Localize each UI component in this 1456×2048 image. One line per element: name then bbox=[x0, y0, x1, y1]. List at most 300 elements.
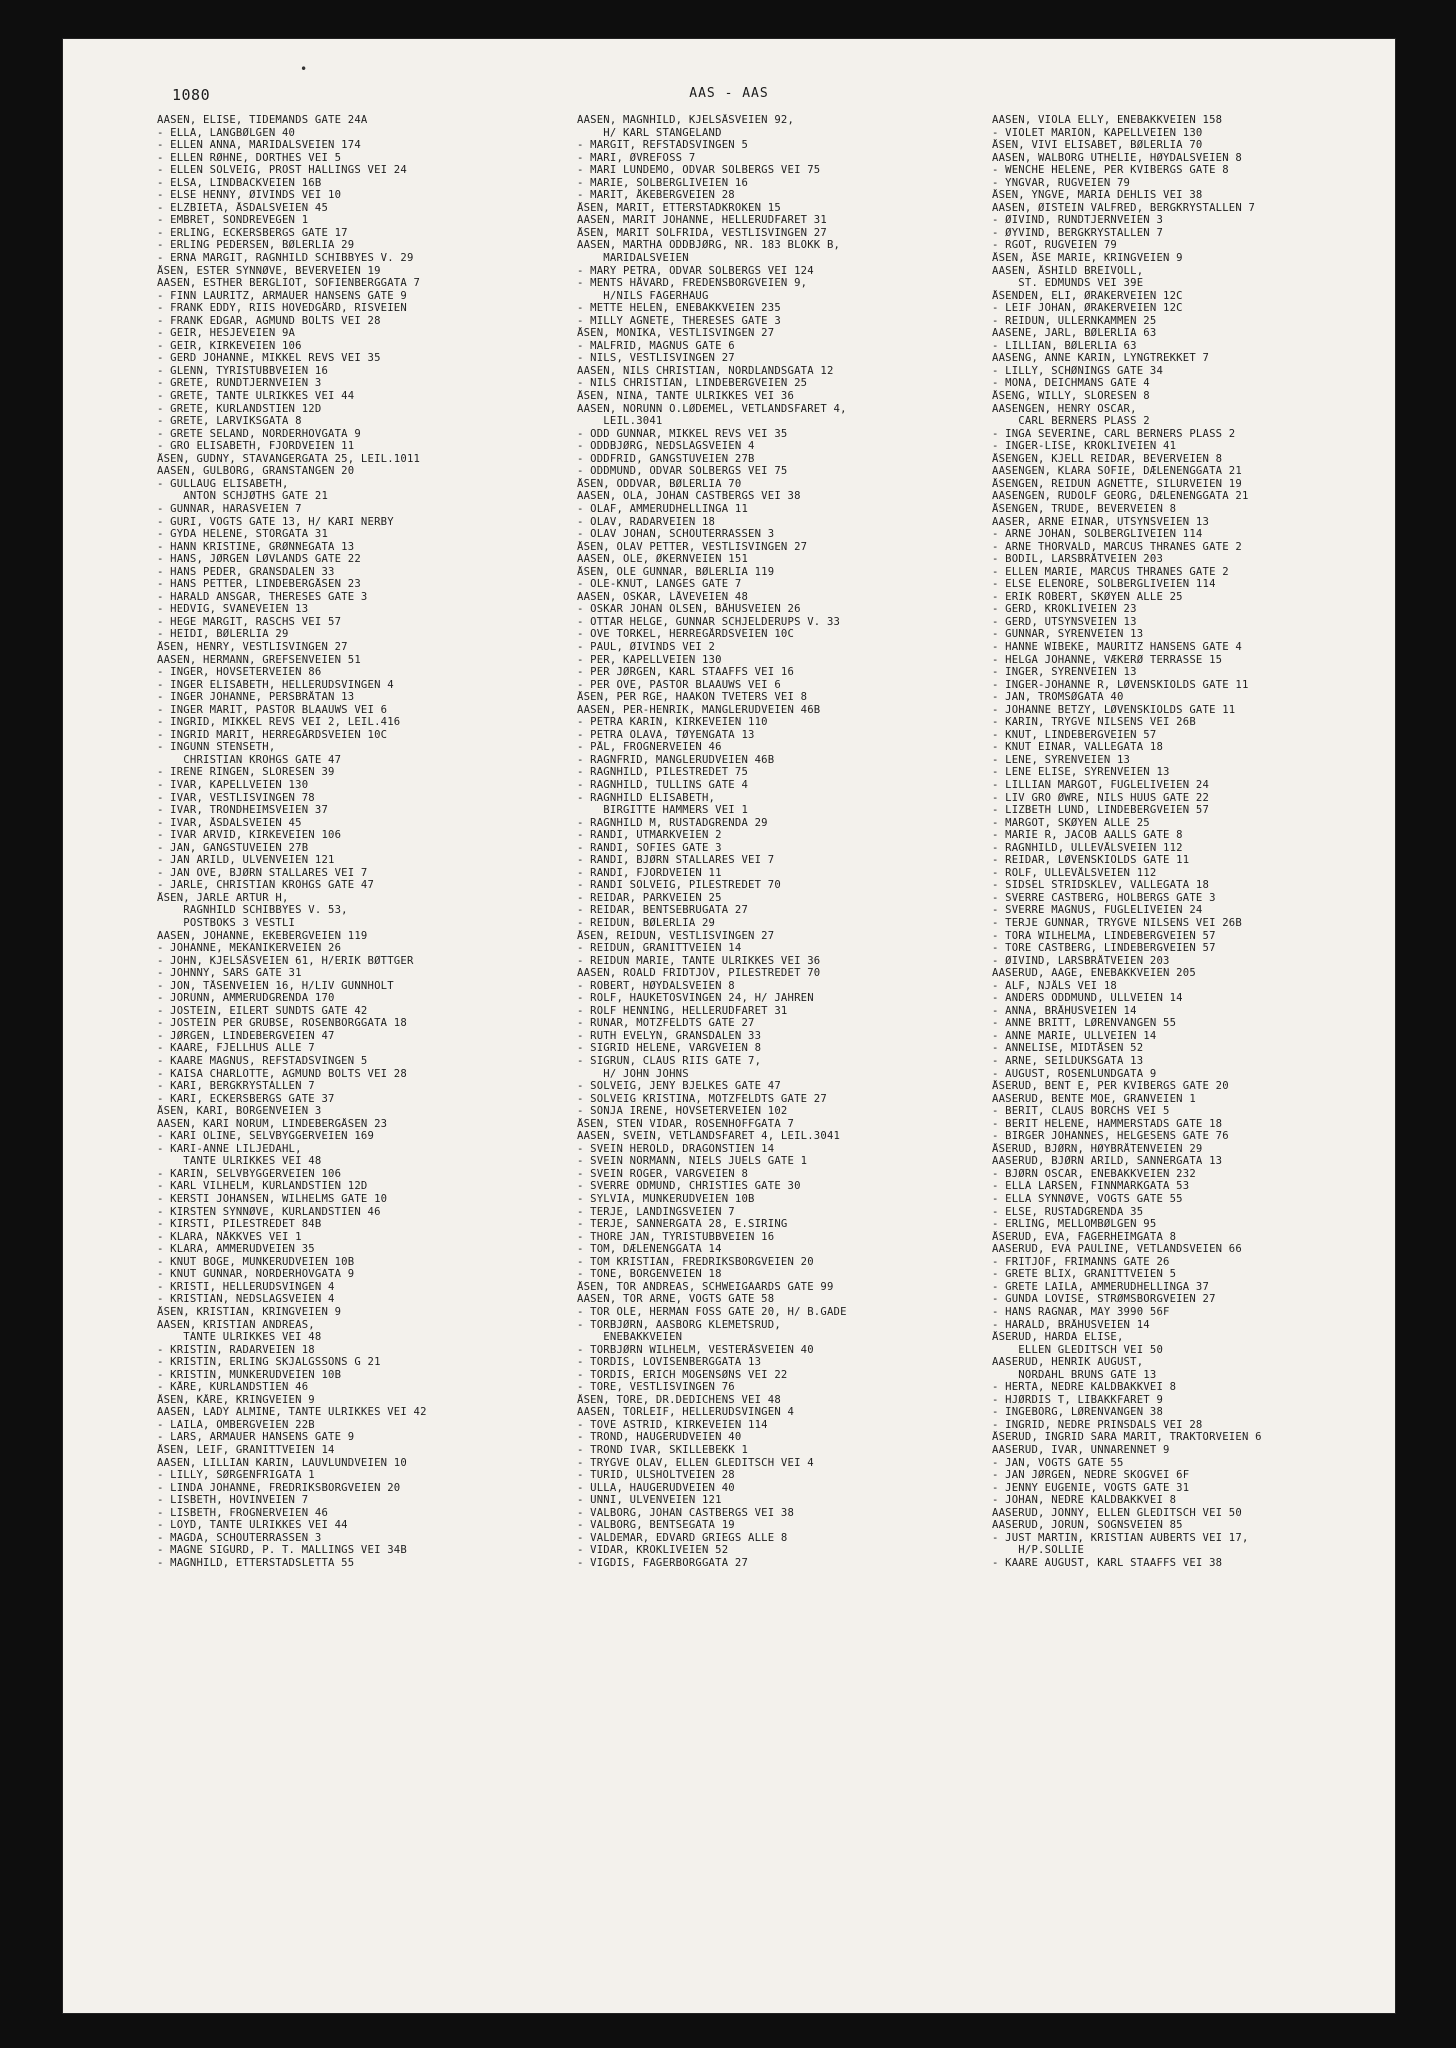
directory-entry: - INGER-JOHANNE R, LØVENSKIOLDS GATE 11 bbox=[992, 678, 1249, 691]
directory-entry: - LENE, SYRENVEIEN 13 bbox=[992, 753, 1131, 766]
directory-entry: ÅSENGEN, TRUDE, BEVERVEIEN 8 bbox=[992, 502, 1177, 515]
directory-entry: AASEN, WALBORG UTHELIE, HØYDALSVEIEN 8 bbox=[992, 151, 1242, 164]
directory-entry: - RAGNHILD, PILESTREDET 75 bbox=[577, 766, 749, 779]
directory-entry: - HELGA JOHANNE, VÆKERØ TERRASSE 15 bbox=[992, 653, 1223, 666]
directory-entry: BIRGITTE HAMMERS VEI 1 bbox=[577, 804, 749, 817]
directory-entry: - ØYVIND, BERGKRYSTALLEN 7 bbox=[992, 226, 1164, 239]
directory-entry: - LARS, ARMAUER HANSENS GATE 9 bbox=[157, 1431, 355, 1444]
directory-entry: - GUNNAR, HARASVEIEN 7 bbox=[157, 502, 302, 515]
directory-entry: - JENNY EUGENIE, VOGTS GATE 31 bbox=[992, 1481, 1190, 1494]
directory-entry: - SVEIN NORMANN, NIELS JUELS GATE 1 bbox=[577, 1155, 808, 1168]
directory-entry: ÅSEN, NINA, TANTE ULRIKKES VEI 36 bbox=[577, 390, 795, 403]
directory-entry: - PÅL, FROGNERVEIEN 46 bbox=[577, 741, 722, 754]
directory-entry: - RANDI, FJORDVEIEN 11 bbox=[577, 866, 722, 879]
directory-entry: - ERLING, MELLOMBØLGEN 95 bbox=[992, 1218, 1157, 1231]
directory-entry: - VIOLET MARION, KAPELLVEIEN 130 bbox=[992, 126, 1203, 139]
directory-entry: - LIV GRO ØWRE, NILS HUUS GATE 22 bbox=[992, 791, 1210, 804]
directory-entry: - ELLA LARSEN, FINNMARKGATA 53 bbox=[992, 1180, 1190, 1193]
directory-entry: AASERUD, AAGE, ENEBAKKVEIEN 205 bbox=[992, 967, 1196, 980]
directory-entry: - REIDAR, BENTSEBRUGATA 27 bbox=[577, 904, 749, 917]
directory-entry: LEIL.3041 bbox=[577, 415, 663, 428]
directory-entry: - KLARA, NÅKKVES VEI 1 bbox=[157, 1230, 302, 1243]
page-number: 1080 bbox=[172, 86, 211, 104]
directory-entry: - ANNE MARIE, ULLVEIEN 14 bbox=[992, 1029, 1157, 1042]
directory-entry: - MARY PETRA, ODVAR SOLBERGS VEI 124 bbox=[577, 264, 814, 277]
directory-entry: - GRO ELISABETH, FJORDVEIEN 11 bbox=[157, 440, 355, 453]
directory-entry: - SOLVEIG KRISTINA, MOTZFELDTS GATE 27 bbox=[577, 1092, 827, 1105]
directory-entry: RAGNHILD SCHIBBYES V. 53, bbox=[157, 904, 348, 917]
directory-entry: - FRANK EDDY, RIIS HOVEDGÅRD, RISVEIEN bbox=[157, 302, 407, 315]
directory-entry: ÅSERUD, BJØRN, HØYBRÅTENVEIEN 29 bbox=[992, 1142, 1203, 1155]
directory-entry: - ELSE, RUSTADGRENDA 35 bbox=[992, 1205, 1144, 1218]
directory-entry: - MAGDA, SCHOUTERRASSEN 3 bbox=[157, 1531, 322, 1544]
directory-entry: AASEN, ROALD FRIDTJOV, PILESTREDET 70 bbox=[577, 967, 821, 980]
directory-entry: - RAGNHILD ELISABETH, bbox=[577, 791, 716, 804]
directory-entry: AASEN, LADY ALMINE, TANTE ULRIKKES VEI 42 bbox=[157, 1406, 427, 1419]
directory-entry: - ERNA MARGIT, RAGNHILD SCHIBBYES V. 29 bbox=[157, 252, 414, 265]
directory-entry: ÅSEN, ÅSE MARIE, KRINGVEIEN 9 bbox=[992, 252, 1183, 265]
directory-entry: - GUNDA LOVISE, STRØMSBORGVEIEN 27 bbox=[992, 1293, 1216, 1306]
directory-entry: - GRETE LAILA, AMMERUDHELLINGA 37 bbox=[992, 1280, 1210, 1293]
directory-entry: - MARIT, ÅKEBERGVEIEN 28 bbox=[577, 189, 735, 202]
directory-entry: AASENGEN, KLARA SOFIE, DÆLENENGGATA 21 bbox=[992, 465, 1242, 478]
directory-entry: - FRANK EDGAR, AGMUND BOLTS VEI 28 bbox=[157, 314, 381, 327]
directory-entry: - KARIN, TRYGVE NILSENS VEI 26B bbox=[992, 716, 1196, 729]
directory-entry: ÅSEN, VIVI ELISABET, BØLERLIA 70 bbox=[992, 139, 1203, 152]
directory-entry: - IRENE RINGEN, SLORESEN 39 bbox=[157, 766, 335, 779]
directory-entry: - RAGNHILD, TULLINS GATE 4 bbox=[577, 778, 749, 791]
directory-entry: AASERUD, JONNY, ELLEN GLEDITSCH VEI 50 bbox=[992, 1506, 1242, 1519]
directory-entry: AASEN, GULBORG, GRANSTANGEN 20 bbox=[157, 465, 355, 478]
directory-entry: - HANS, JØRGEN LØVLANDS GATE 22 bbox=[157, 553, 361, 566]
directory-entry: - TERJE, SANNERGATA 28, E.SIRING bbox=[577, 1218, 788, 1231]
directory-entry: - JAN, TROMSØGATA 40 bbox=[992, 691, 1124, 704]
directory-entry: - ULLA, HAUGERUDVEIEN 40 bbox=[577, 1481, 735, 1494]
directory-entry: ÅSEN, GUDNY, STAVANGERGATA 25, LEIL.1011 bbox=[157, 452, 421, 465]
directory-entry: - TROND IVAR, SKILLEBEKK 1 bbox=[577, 1443, 749, 1456]
directory-entry: ÅSEN, TORE, DR.DEDICHENS VEI 48 bbox=[577, 1393, 781, 1406]
speck-mark: • bbox=[300, 62, 308, 76]
directory-entry: - JAN OVE, BJØRN STALLARES VEI 7 bbox=[157, 866, 368, 879]
directory-entry: - TOM KRISTIAN, FREDRIKSBORGVEIEN 20 bbox=[577, 1255, 814, 1268]
directory-entry: ÅSENGEN, REIDUN AGNETTE, SILURVEIEN 19 bbox=[992, 477, 1242, 490]
directory-entry: - RAGNHILD, ULLEVÅLSVEIEN 112 bbox=[992, 841, 1183, 854]
directory-entry: AASENGEN, RUDOLF GEORG, DÆLENENGGATA 21 bbox=[992, 490, 1249, 503]
directory-entry: - SVEIN ROGER, VARGVEIEN 8 bbox=[577, 1167, 749, 1180]
directory-entry: ÅSEN, STEN VIDAR, ROSENHOFFGATA 7 bbox=[577, 1117, 795, 1130]
directory-entry: - KAARE, FJELLHUS ALLE 7 bbox=[157, 1042, 315, 1055]
directory-entry: - IVAR, ÅSDALSVEIEN 45 bbox=[157, 816, 302, 829]
directory-entry: - INGRID MARIT, HERREGÅRDSVEIEN 10C bbox=[157, 728, 388, 741]
directory-entry: - RANDI SOLVEIG, PILESTREDET 70 bbox=[577, 879, 781, 892]
directory-entry: - LEIF JOHAN, ØRAKERVEIEN 12C bbox=[992, 302, 1183, 315]
directory-entry: - INGA SEVERINE, CARL BERNERS PLASS 2 bbox=[992, 427, 1236, 440]
directory-entry: - JOHANNE, MEKANIKERVEIEN 26 bbox=[157, 942, 342, 955]
directory-entry: - HEDVIG, SVANEVEIEN 13 bbox=[157, 603, 309, 616]
directory-entry: - REIDUN, ULLERNKAMMEN 25 bbox=[992, 314, 1157, 327]
directory-entry: AASEN, SVEIN, VETLANDSFARET 4, LEIL.3041 bbox=[577, 1130, 841, 1143]
directory-entry: - SIGRUN, CLAUS RIIS GATE 7, bbox=[577, 1055, 762, 1068]
directory-entry: - ROLF, ULLEVÅLSVEIEN 112 bbox=[992, 866, 1157, 879]
directory-entry: ÅSENG, WILLY, SLORESEN 8 bbox=[992, 390, 1150, 403]
directory-entry: - HJØRDIS T, LIBAKKFARET 9 bbox=[992, 1393, 1164, 1406]
directory-entry: - ANDERS ODDMUND, ULLVEIEN 14 bbox=[992, 992, 1183, 1005]
directory-entry: - GURI, VOGTS GATE 13, H/ KARI NERBY bbox=[157, 515, 394, 528]
running-head: AAS - AAS bbox=[689, 86, 769, 101]
directory-entry: - HARALD ANSGAR, THERESES GATE 3 bbox=[157, 590, 368, 603]
directory-entry: - MAGNE SIGURD, P. T. MALLINGS VEI 34B bbox=[157, 1544, 407, 1557]
directory-entry: AASEN, ELISE, TIDEMANDS GATE 24A bbox=[157, 114, 368, 126]
directory-entry: ÅSERUD, EVA, FAGERHEIMGATA 8 bbox=[992, 1230, 1177, 1243]
directory-entry: ÅSEN, KARI, BORGENVEIEN 3 bbox=[157, 1105, 322, 1118]
directory-entry: - KIRSTI, PILESTREDET 84B bbox=[157, 1218, 322, 1231]
directory-entry: - GRETE, LARVIKSGATA 8 bbox=[157, 415, 302, 428]
directory-entry: - OLAF, AMMERUDHELLINGA 11 bbox=[577, 502, 749, 515]
directory-entry: - TOR OLE, HERMAN FOSS GATE 20, H/ B.GADE bbox=[577, 1305, 847, 1318]
directory-entry: - ERLING PEDERSEN, BØLERLIA 29 bbox=[157, 239, 355, 252]
directory-entry: - TORE, VESTLISVINGEN 76 bbox=[577, 1381, 735, 1394]
directory-entry: - ELLEN MARIE, MARCUS THRANES GATE 2 bbox=[992, 565, 1229, 578]
directory-entry: - RAGNHILD M, RUSTADGRENDA 29 bbox=[577, 816, 768, 829]
directory-entry: - ROLF, HAUKETOSVINGEN 24, H/ JAHREN bbox=[577, 992, 814, 1005]
directory-entry: - ELLEN RØHNE, DORTHES VEI 5 bbox=[157, 151, 342, 164]
directory-entry: - KRISTIN, ERLING SKJALGSSONS G 21 bbox=[157, 1356, 381, 1369]
directory-entry: AASENGEN, HENRY OSCAR, bbox=[992, 402, 1137, 415]
directory-entry: - KÅRE, KURLANDSTIEN 46 bbox=[157, 1381, 309, 1394]
directory-entry: - KARI, ECKERSBERGS GATE 37 bbox=[157, 1092, 335, 1105]
directory-entry: ÅSERUD, HARDA ELISE, bbox=[992, 1331, 1124, 1344]
directory-entry: AASERUD, EVA PAULINE, VETLANDSVEIEN 66 bbox=[992, 1243, 1242, 1256]
directory-entry: - JOHNNY, SARS GATE 31 bbox=[157, 967, 302, 980]
directory-entry: ÅSEN, REIDUN, VESTLISVINGEN 27 bbox=[577, 929, 775, 942]
directory-entry: CARL BERNERS PLASS 2 bbox=[992, 415, 1150, 428]
directory-entry: - ANNELISE, MIDTÅSEN 52 bbox=[992, 1042, 1144, 1055]
directory-entry: - TORA WILHELMA, LINDEBERGVEIEN 57 bbox=[992, 929, 1216, 942]
directory-entry: POSTBOKS 3 VESTLI bbox=[157, 917, 296, 929]
entry-column-2 bbox=[577, 114, 987, 1569]
directory-entry: - SVERRE CASTBERG, HOLBERGS GATE 3 bbox=[992, 891, 1216, 904]
directory-entry: - ANNA, BRÅHUSVEIEN 14 bbox=[992, 1004, 1137, 1017]
directory-entry: - HANS RAGNAR, MAY 3990 56F bbox=[992, 1305, 1170, 1318]
directory-entry: - KARI, BERGKRYSTALLEN 7 bbox=[157, 1080, 315, 1093]
directory-entry: - TORE CASTBERG, LINDEBERGVEIEN 57 bbox=[992, 942, 1216, 955]
directory-entry: - TORBJØRN WILHELM, VESTERÅSVEIEN 40 bbox=[577, 1343, 814, 1356]
directory-entry: - JOHANNE BETZY, LØVENSKIOLDS GATE 11 bbox=[992, 703, 1236, 716]
directory-entry: ÅSEN, MARIT, ETTERSTADKROKEN 15 bbox=[577, 201, 781, 214]
directory-entry: - GRETE BLIX, GRANITTVEIEN 5 bbox=[992, 1268, 1177, 1281]
directory-entry: - PETRA KARIN, KIRKEVEIEN 110 bbox=[577, 716, 768, 729]
directory-entry: - GEIR, KIRKEVEIEN 106 bbox=[157, 339, 302, 352]
directory-entry: ÅSEN, KRISTIAN, KRINGVEIEN 9 bbox=[157, 1305, 342, 1318]
directory-entry: - KERSTI JOHANSEN, WILHELMS GATE 10 bbox=[157, 1193, 388, 1206]
directory-entry: - ARNE THORVALD, MARCUS THRANES GATE 2 bbox=[992, 540, 1242, 553]
directory-entry: - MARIE R, JACOB AALLS GATE 8 bbox=[992, 829, 1183, 842]
directory-entry: - LINDA JOHANNE, FREDRIKSBORGVEIEN 20 bbox=[157, 1481, 401, 1494]
directory-entry: - FINN LAURITZ, ARMAUER HANSENS GATE 9 bbox=[157, 289, 407, 302]
directory-entry: - KLARA, AMMERUDVEIEN 35 bbox=[157, 1243, 315, 1256]
directory-entry: - ØIVIND, LARSBRÅTVEIEN 203 bbox=[992, 954, 1170, 967]
directory-entry: AASEN, OSKAR, LÅVEVEIEN 48 bbox=[577, 590, 749, 603]
directory-entry: CHRISTIAN KROHGS GATE 47 bbox=[157, 753, 342, 766]
directory-entry: - TERJE, LANDINGSVEIEN 7 bbox=[577, 1205, 735, 1218]
directory-entry: - SOLVEIG, JENY BJELKES GATE 47 bbox=[577, 1080, 781, 1093]
directory-entry: AASERUD, HENRIK AUGUST, bbox=[992, 1356, 1144, 1369]
directory-entry: ÅSEN, MONIKA, VESTLISVINGEN 27 bbox=[577, 327, 775, 340]
directory-entry: - OTTAR HELGE, GUNNAR SCHJELDERUPS V. 33 bbox=[577, 615, 841, 628]
directory-entry: - HANN KRISTINE, GRØNNEGATA 13 bbox=[157, 540, 355, 553]
directory-entry: - VIDAR, KROKLIVEIEN 52 bbox=[577, 1544, 729, 1557]
directory-entry: - HEIDI, BØLERLIA 29 bbox=[157, 628, 289, 641]
directory-entry: - REIDUN MARIE, TANTE ULRIKKES VEI 36 bbox=[577, 954, 821, 967]
directory-entry: AASERUD, IVAR, UNNARENNET 9 bbox=[992, 1443, 1170, 1456]
directory-entry: - TORBJØRN, AASBORG KLEMETSRUD, bbox=[577, 1318, 781, 1331]
directory-entry: - MAGNHILD, ETTERSTADSLETTA 55 bbox=[157, 1556, 355, 1569]
directory-entry: AASEN, NORUNN O.LØDEMEL, VETLANDSFARET 4, bbox=[577, 402, 847, 415]
directory-entry: - ODDBJØRG, NEDSLAGSVEIEN 4 bbox=[577, 440, 755, 453]
directory-entry: AASEN, PER-HENRIK, MANGLERUDVEIEN 46B bbox=[577, 703, 821, 716]
directory-entry: - PER OVE, PASTOR BLAAUWS VEI 6 bbox=[577, 678, 781, 691]
directory-entry: TANTE ULRIKKES VEI 48 bbox=[157, 1331, 322, 1344]
directory-entry: ÅSEN, MARIT SOLFRIDA, VESTLISVINGEN 27 bbox=[577, 226, 827, 239]
directory-entry: NORDAHL BRUNS GATE 13 bbox=[992, 1368, 1157, 1381]
directory-entry: - KNUT EINAR, VALLEGATA 18 bbox=[992, 741, 1164, 754]
directory-entry: AASENE, JARL, BØLERLIA 63 bbox=[992, 327, 1157, 340]
directory-entry: - JOHN, KJELSÅSVEIEN 61, H/ERIK BØTTGER bbox=[157, 954, 414, 967]
directory-entry: - LISBETH, FROGNERVEIEN 46 bbox=[157, 1506, 329, 1519]
directory-entry: - ARNE JOHAN, SOLBERGLIVEIEN 114 bbox=[992, 528, 1203, 541]
directory-entry: - TOM, DÆLENENGGATA 14 bbox=[577, 1243, 722, 1256]
directory-entry: - MARGIT, REFSTADSVINGEN 5 bbox=[577, 139, 749, 152]
directory-entry: - JAN JØRGEN, NEDRE SKOGVEI 6F bbox=[992, 1469, 1190, 1482]
directory-entry: - PETRA OLAVA, TØYENGATA 13 bbox=[577, 728, 755, 741]
directory-entry: - ELLEN ANNA, MARIDALSVEIEN 174 bbox=[157, 139, 361, 152]
directory-entry: AASEN, KRISTIAN ANDREAS, bbox=[157, 1318, 315, 1331]
directory-entry: - HANS PETTER, LINDEBERGÅSEN 23 bbox=[157, 578, 361, 591]
directory-entry: - KARL VILHELM, KURLANDSTIEN 12D bbox=[157, 1180, 368, 1193]
directory-entry: - ANNE BRITT, LØRENVANGEN 55 bbox=[992, 1017, 1177, 1030]
directory-entry: - TROND, HAUGERUDVEIEN 40 bbox=[577, 1431, 742, 1444]
directory-entry: AASER, ARNE EINAR, UTSYNSVEIEN 13 bbox=[992, 515, 1210, 528]
directory-entry: ÅSEN, JARLE ARTUR H, bbox=[157, 891, 289, 904]
directory-entry: ENEBAKKVEIEN bbox=[577, 1331, 683, 1344]
directory-entry: H/NILS FAGERHAUG bbox=[577, 289, 709, 302]
directory-entry: - IVAR, VESTLISVINGEN 78 bbox=[157, 791, 315, 804]
directory-entry: - SVERRE ODMUND, CHRISTIES GATE 30 bbox=[577, 1180, 801, 1193]
directory-entry: ELLEN GLEDITSCH VEI 50 bbox=[992, 1343, 1164, 1356]
directory-entry: - KARIN, SELVBYGGERVEIEN 106 bbox=[157, 1167, 342, 1180]
directory-entry: - SONJA IRENE, HOVSETERVEIEN 102 bbox=[577, 1105, 788, 1118]
directory-entry: - LILLY, SCHØNINGS GATE 34 bbox=[992, 364, 1164, 377]
directory-entry: AASERUD, BENTE MOE, GRANVEIEN 1 bbox=[992, 1092, 1196, 1105]
directory-entry: H/ JOHN JOHNS bbox=[577, 1067, 689, 1080]
directory-entry: ÅSEN, OLAV PETTER, VESTLISVINGEN 27 bbox=[577, 540, 808, 553]
directory-entry: - GRETE SELAND, NORDERHOVGATA 9 bbox=[157, 427, 361, 440]
directory-entry: - ELLEN SOLVEIG, PROST HALLINGS VEI 24 bbox=[157, 164, 407, 177]
directory-entry: - INGER, SYRENVEIEN 13 bbox=[992, 666, 1137, 679]
directory-entry: ÅSEN, ODDVAR, BØLERLIA 70 bbox=[577, 477, 742, 490]
directory-entry: - MARIE, SOLBERGLIVEIEN 16 bbox=[577, 176, 749, 189]
directory-entry: AASEN, ESTHER BERGLIOT, SOFIENBERGGATA 7 bbox=[157, 277, 421, 290]
directory-entry: - KARI OLINE, SELVBYGGERVEIEN 169 bbox=[157, 1130, 375, 1143]
directory-entry: - ODDFRID, GANGSTUVEIEN 27B bbox=[577, 452, 755, 465]
directory-entry: - SIGRID HELENE, VARGVEIEN 8 bbox=[577, 1042, 762, 1055]
directory-entry: - REIDAR, PARKVEIEN 25 bbox=[577, 891, 722, 904]
directory-entry: - KAARE MAGNUS, REFSTADSVINGEN 5 bbox=[157, 1055, 368, 1068]
directory-entry: - RUTH EVELYN, GRANSDALEN 33 bbox=[577, 1029, 762, 1042]
directory-entry: - KRISTIN, RADARVEIEN 18 bbox=[157, 1343, 315, 1356]
directory-entry: AASEN, MARTHA ODDBJØRG, NR. 183 BLOKK B, bbox=[577, 239, 841, 252]
directory-entry: - KAISA CHARLOTTE, AGMUND BOLTS VEI 28 bbox=[157, 1067, 407, 1080]
directory-entry: - TONE, BORGENVEIEN 18 bbox=[577, 1268, 722, 1281]
directory-entry: - JOSTEIN PER GRUBSE, ROSENBORGGATA 18 bbox=[157, 1017, 407, 1030]
directory-entry: - LIZBETH LUND, LINDEBERGVEIEN 57 bbox=[992, 804, 1210, 817]
directory-entry: ANTON SCHJØTHS GATE 21 bbox=[157, 490, 329, 503]
directory-entry: - ERLING, ECKERSBERGS GATE 17 bbox=[157, 226, 348, 239]
directory-entry: AASENG, ANNE KARIN, LYNGTREKKET 7 bbox=[992, 352, 1210, 365]
directory-entry: - TOVE ASTRID, KIRKEVEIEN 114 bbox=[577, 1418, 768, 1431]
directory-entry: - TORDIS, LOVISENBERGGATA 13 bbox=[577, 1356, 762, 1369]
directory-entry: - IVAR, KAPELLVEIEN 130 bbox=[157, 778, 309, 791]
directory-entry: - INGUNN STENSETH, bbox=[157, 741, 276, 754]
directory-entry: - OLE-KNUT, LANGES GATE 7 bbox=[577, 578, 742, 591]
directory-entry: ÅSEN, OLE GUNNAR, BØLERLIA 119 bbox=[577, 565, 775, 578]
directory-entry: - FRITJOF, FRIMANNS GATE 26 bbox=[992, 1255, 1170, 1268]
directory-entry: H/P.SOLLIE bbox=[992, 1544, 1085, 1557]
directory-entry: - ALF, NJÅLS VEI 18 bbox=[992, 979, 1117, 992]
directory-entry: - SIDSEL STRIDSKLEV, VALLEGATA 18 bbox=[992, 879, 1210, 892]
directory-entry: AASEN, LILLIAN KARIN, LAUVLUNDVEIEN 10 bbox=[157, 1456, 407, 1469]
directory-entry: - JØRGEN, LINDEBERGVEIEN 47 bbox=[157, 1029, 335, 1042]
directory-entry: - ODD GUNNAR, MIKKEL REVS VEI 35 bbox=[577, 427, 788, 440]
directory-entry: - INGER-LISE, KROKLIVEIEN 41 bbox=[992, 440, 1177, 453]
directory-entry: ÅSEN, YNGVE, MARIA DEHLIS VEI 38 bbox=[992, 189, 1203, 202]
directory-entry: - ELLA, LANGBØLGEN 40 bbox=[157, 126, 296, 139]
directory-entry: - ELLA SYNNØVE, VOGTS GATE 55 bbox=[992, 1193, 1183, 1206]
directory-entry: - GEIR, HESJEVEIEN 9A bbox=[157, 327, 296, 340]
directory-entry: - OLAV JOHAN, SCHOUTERRASSEN 3 bbox=[577, 528, 775, 541]
directory-entry: - ELSE HENNY, ØIVINDS VEI 10 bbox=[157, 189, 342, 202]
directory-entry: - HARALD, BRÅHUSVEIEN 14 bbox=[992, 1318, 1150, 1331]
directory-entry: - KNUT, LINDEBERGVEIEN 57 bbox=[992, 728, 1157, 741]
directory-entry: - VALDEMAR, EDVARD GRIEGS ALLE 8 bbox=[577, 1531, 788, 1544]
directory-entry: - PER, KAPELLVEIEN 130 bbox=[577, 653, 722, 666]
directory-entry: - MARGOT, SKØYEN ALLE 25 bbox=[992, 816, 1150, 829]
directory-entry: - REIDUN, GRANITTVEIEN 14 bbox=[577, 942, 742, 955]
directory-entry: - GRETE, RUNDTJERNVEIEN 3 bbox=[157, 377, 322, 390]
directory-entry: - JOSTEIN, EILERT SUNDTS GATE 42 bbox=[157, 1004, 368, 1017]
directory-entry: - MALFRID, MAGNUS GATE 6 bbox=[577, 339, 735, 352]
directory-entry: - YNGVAR, RUGVEIEN 79 bbox=[992, 176, 1131, 189]
directory-entry: - NILS CHRISTIAN, LINDEBERGVEIEN 25 bbox=[577, 377, 808, 390]
directory-entry: - TRYGVE OLAV, ELLEN GLEDITSCH VEI 4 bbox=[577, 1456, 814, 1469]
directory-entry: - WENCHE HELENE, PER KVIBERGS GATE 8 bbox=[992, 164, 1229, 177]
directory-entry: - GLENN, TYRISTUBBVEIEN 16 bbox=[157, 364, 329, 377]
directory-page bbox=[62, 38, 1396, 2014]
entry-column-1 bbox=[157, 114, 567, 1569]
directory-entry: AASEN, ØISTEIN VALFRED, BERGKRYSTALLEN 7 bbox=[992, 201, 1256, 214]
directory-entry: - REIDUN, BØLERLIA 29 bbox=[577, 917, 716, 929]
directory-entry: ÅSEN, PER RGE, HAAKON TVETERS VEI 8 bbox=[577, 691, 808, 704]
directory-entry: AASEN, JOHANNE, EKEBERGVEIEN 119 bbox=[157, 929, 368, 942]
directory-entry: - JORUNN, AMMERUDGRENDA 170 bbox=[157, 992, 335, 1005]
directory-entry: - OSKAR JOHAN OLSEN, BÅHUSVEIEN 26 bbox=[577, 603, 801, 616]
directory-entry: - MONA, DEICHMANS GATE 4 bbox=[992, 377, 1150, 390]
directory-entry: - INGRID, NEDRE PRINSDALS VEI 28 bbox=[992, 1418, 1203, 1431]
directory-entry: - ELSE ELENORE, SOLBERGLIVEIEN 114 bbox=[992, 578, 1216, 591]
directory-entry: - SVEIN HEROLD, DRAGONSTIEN 14 bbox=[577, 1142, 775, 1155]
directory-entry: ÅSENGEN, KJELL REIDAR, BEVERVEIEN 8 bbox=[992, 452, 1223, 465]
directory-entry: - INGER MARIT, PASTOR BLAAUWS VEI 6 bbox=[157, 703, 388, 716]
directory-entry: - INGER JOHANNE, PERSBRÅTAN 13 bbox=[157, 691, 355, 704]
directory-entry: AASEN, KARI NORUM, LINDEBERGÅSEN 23 bbox=[157, 1117, 388, 1130]
directory-entry: - TURID, ULSHOLTVEIEN 28 bbox=[577, 1469, 735, 1482]
directory-entry: - VALBORG, JOHAN CASTBERGS VEI 38 bbox=[577, 1506, 795, 1519]
directory-entry: AASERUD, BJØRN ARILD, SANNERGATA 13 bbox=[992, 1155, 1223, 1168]
directory-entry: AASEN, MAGNHILD, KJELSÅSVEIEN 92, bbox=[577, 114, 795, 126]
directory-entry: MARIDALSVEIEN bbox=[577, 252, 689, 265]
directory-entry: - LENE ELISE, SYRENVEIEN 13 bbox=[992, 766, 1170, 779]
directory-entry: - LILLIAN, BØLERLIA 63 bbox=[992, 339, 1137, 352]
directory-entry: - OVE TORKEL, HERREGÅRDSVEIEN 10C bbox=[577, 628, 795, 641]
directory-entry: - ROLF HENNING, HELLERUDFARET 31 bbox=[577, 1004, 788, 1017]
directory-entry: - VIGDIS, FAGERBORGGATA 27 bbox=[577, 1556, 749, 1569]
directory-entry: - GERD JOHANNE, MIKKEL REVS VEI 35 bbox=[157, 352, 381, 365]
directory-entry: ÅSEN, ESTER SYNNØVE, BEVERVEIEN 19 bbox=[157, 264, 381, 277]
directory-entry: ÅSEN, TOR ANDREAS, SCHWEIGAARDS GATE 99 bbox=[577, 1280, 834, 1293]
directory-entry: - LISBETH, HOVINVEIEN 7 bbox=[157, 1494, 309, 1507]
directory-entry: - ERIK ROBERT, SKØYEN ALLE 25 bbox=[992, 590, 1183, 603]
directory-entry: - IVAR, TRONDHEIMSVEIEN 37 bbox=[157, 804, 329, 817]
directory-entry: - KRISTIN, MUNKERUDVEIEN 10B bbox=[157, 1368, 342, 1381]
directory-entry: H/ KARL STANGELAND bbox=[577, 126, 722, 139]
directory-entry: AASEN, OLA, JOHAN CASTBERGS VEI 38 bbox=[577, 490, 801, 503]
directory-entry: - TERJE GUNNAR, TRYGVE NILSENS VEI 26B bbox=[992, 917, 1242, 929]
directory-entry: - REIDAR, LØVENSKIOLDS GATE 11 bbox=[992, 854, 1190, 867]
directory-entry: - PER JØRGEN, KARL STAAFFS VEI 16 bbox=[577, 666, 795, 679]
directory-entry: - ODDMUND, ODVAR SOLBERGS VEI 75 bbox=[577, 465, 788, 478]
directory-entry: - GRETE, KURLANDSTIEN 12D bbox=[157, 402, 322, 415]
directory-entry: - LILLIAN MARGOT, FUGLELIVEIEN 24 bbox=[992, 778, 1210, 791]
directory-entry: - VALBORG, BENTSEGATA 19 bbox=[577, 1519, 735, 1532]
directory-entry: - ARNE, SEILDUKSGATA 13 bbox=[992, 1055, 1144, 1068]
directory-entry: - JOHAN, NEDRE KALDBAKKVEI 8 bbox=[992, 1494, 1177, 1507]
directory-entry: - MILLY AGNETE, THERESES GATE 3 bbox=[577, 314, 781, 327]
directory-entry: - INGRID, MIKKEL REVS VEI 2, LEIL.416 bbox=[157, 716, 401, 729]
directory-entry: - INGEBORG, LØRENVANGEN 38 bbox=[992, 1406, 1164, 1419]
directory-entry: - UNNI, ULVENVEIEN 121 bbox=[577, 1494, 722, 1507]
directory-entry: - KAARE AUGUST, KARL STAAFFS VEI 38 bbox=[992, 1556, 1223, 1569]
directory-entry: - JAN ARILD, ULVENVEIEN 121 bbox=[157, 854, 335, 867]
directory-entry: - EMBRET, SONDREVEGEN 1 bbox=[157, 214, 309, 227]
directory-entry: - NILS, VESTLISVINGEN 27 bbox=[577, 352, 735, 365]
directory-entry: - JAN, VOGTS GATE 55 bbox=[992, 1456, 1124, 1469]
directory-entry: - MARI, ØVREFOSS 7 bbox=[577, 151, 696, 164]
directory-entry: - ELSA, LINDBACKVEIEN 16B bbox=[157, 176, 322, 189]
directory-entry: - LILLY, SØRGENFRIGATA 1 bbox=[157, 1469, 315, 1482]
directory-entry: ÅSERUD, BENT E, PER KVIBERGS GATE 20 bbox=[992, 1080, 1229, 1093]
directory-entry: - GULLAUG ELISABETH, bbox=[157, 477, 289, 490]
directory-entry: - HEGE MARGIT, RASCHS VEI 57 bbox=[157, 615, 342, 628]
directory-entry: - RANDI, SOFIES GATE 3 bbox=[577, 841, 722, 854]
directory-entry: - LAILA, OMBERGVEIEN 22B bbox=[157, 1418, 315, 1431]
directory-entry: - MARI LUNDEMO, ODVAR SOLBERGS VEI 75 bbox=[577, 164, 821, 177]
directory-entry: - TORDIS, ERICH MOGENSØNS VEI 22 bbox=[577, 1368, 788, 1381]
directory-entry: - HANS PEDER, GRANSDALEN 33 bbox=[157, 565, 335, 578]
directory-entry: ÅSENDEN, ELI, ØRAKERVEIEN 12C bbox=[992, 289, 1183, 302]
directory-entry: - BJØRN OSCAR, ENEBAKKVEIEN 232 bbox=[992, 1167, 1196, 1180]
directory-entry: - BERIT HELENE, HAMMERSTADS GATE 18 bbox=[992, 1117, 1223, 1130]
directory-entry: TANTE ULRIKKES VEI 48 bbox=[157, 1155, 322, 1168]
